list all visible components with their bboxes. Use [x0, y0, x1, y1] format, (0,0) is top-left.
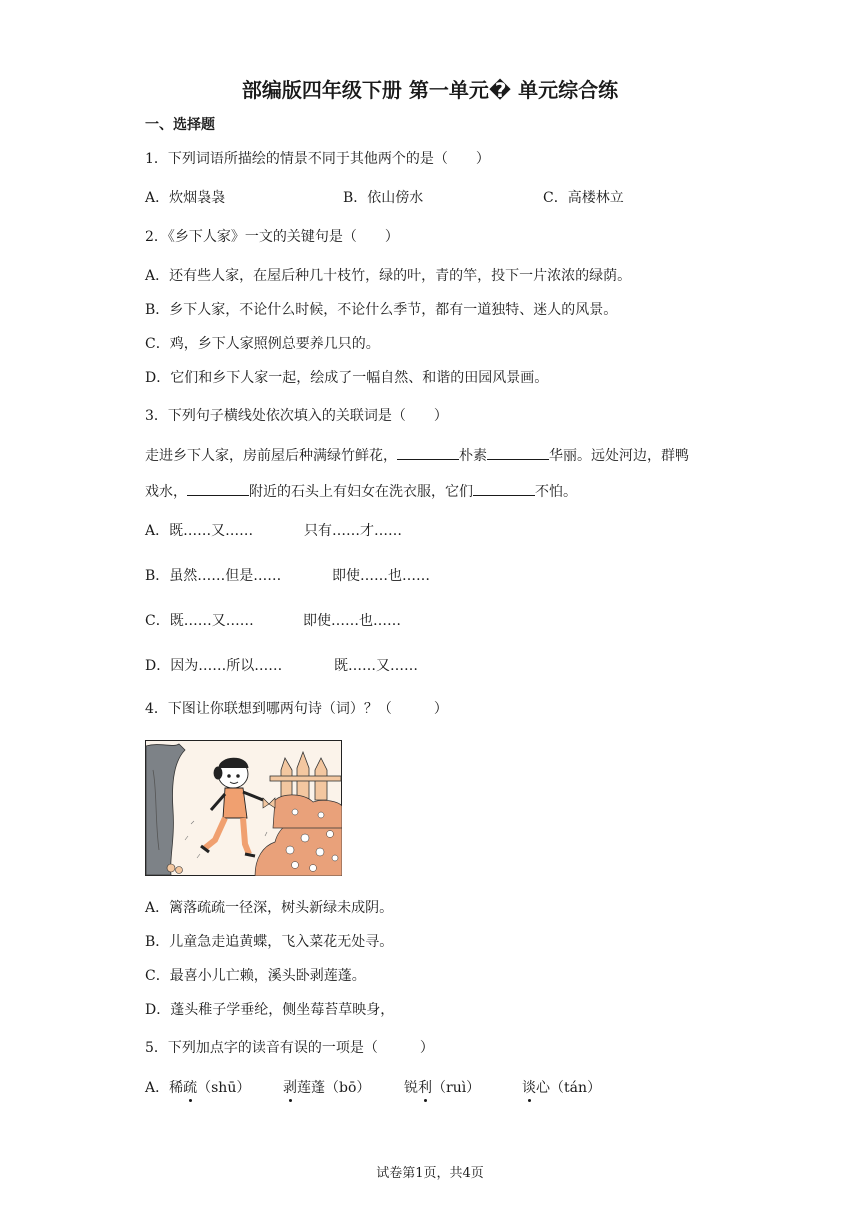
option-text: （shū）: [197, 1080, 251, 1096]
question-2-stem: 2．《乡下人家》一文的关键句是（ ）: [145, 229, 399, 245]
question-2-option-a: A．还有些人家，在屋后种几十枝竹，绿的叶，青的竿，投下一片浓浓的绿荫。: [145, 268, 632, 284]
dotted-character: 利: [418, 1077, 432, 1097]
question-3-option-a-part2: 只有……才……: [304, 523, 402, 539]
question-3-option-c-part2: 即使……也……: [303, 613, 401, 629]
question-3-passage-line-1: [145, 445, 689, 465]
passage-text: 华丽。远处河边，群鸭: [549, 448, 689, 464]
dotted-character: 疏: [183, 1077, 197, 1097]
question-1-option-a: A．炊烟袅袅: [145, 190, 226, 206]
question-5-stem: 5．下列加点字的读音有误的一项是（ ）: [145, 1040, 434, 1056]
page-footer: 试卷第1页，共4页: [376, 1166, 484, 1181]
question-5-option-d: [522, 1077, 601, 1097]
question-5-option-b: [283, 1077, 370, 1097]
question-1-option-b: B．依山傍水: [343, 190, 424, 206]
passage-text: 朴素: [459, 448, 487, 464]
question-1-option-c: C．高楼林立: [543, 190, 624, 206]
question-3-passage-line-2: [145, 481, 577, 501]
fill-blank: [487, 446, 549, 460]
question-2-option-c: C．鸡，乡下人家照例总要养几只的。: [145, 336, 380, 352]
question-4-option-b: B．儿童急走追黄蝶，飞入菜花无处寻。: [145, 934, 394, 950]
document-title: 部编版四年级下册 第一单元� 单元综合练: [241, 78, 619, 102]
passage-text: 附近的石头上有妇女在洗衣服，它们: [249, 484, 473, 500]
option-text: 心（tán）: [536, 1080, 601, 1096]
question-1-stem: 1．下列词语所描绘的情景不同于其他两个的是（ ）: [145, 151, 490, 167]
question-4-option-d: D．蓬头稚子学垂纶，侧坐莓苔草映身，: [145, 1002, 395, 1018]
question-3-option-c: C．既……又……: [145, 613, 254, 629]
child-chasing-butterfly-illustration: [145, 740, 342, 876]
question-3-option-d-part2: 既……又……: [334, 658, 418, 674]
question-5-option-c: [404, 1077, 480, 1097]
question-4-option-c: C．最喜小儿亡赖，溪头卧剥莲蓬。: [145, 968, 366, 984]
fill-blank: [473, 482, 535, 496]
question-3-option-b: B．虽然……但是……: [145, 568, 282, 584]
dotted-character: 剥: [283, 1077, 297, 1097]
question-2-option-d: D．它们和乡下人家一起，绘成了一幅自然、和谐的田园风景画。: [145, 370, 549, 386]
dotted-character: 谈: [522, 1077, 536, 1097]
option-text: （ruì）: [432, 1080, 481, 1096]
passage-text: 走进乡下人家，房前屋后种满绿竹鲜花，: [145, 448, 397, 464]
question-3-option-b-part2: 即使……也……: [332, 568, 430, 584]
question-4-stem: 4．下图让你联想到哪两句诗（词）？（ ）: [145, 701, 448, 717]
question-3-option-d: D．因为……所以……: [145, 658, 283, 674]
option-text: 锐: [404, 1080, 418, 1096]
question-4-option-a: A．篱落疏疏一径深，树头新绿未成阴。: [145, 900, 394, 916]
passage-text: 戏水，: [145, 484, 187, 500]
section-heading: 一、选择题: [145, 117, 215, 133]
fill-blank: [397, 446, 459, 460]
question-3-stem: 3．下列句子横线处依次填入的关联词是（ ）: [145, 408, 448, 424]
question-3-option-a: A．既……又……: [145, 523, 254, 539]
option-text: A．稀: [145, 1080, 184, 1096]
option-text: 莲蓬（bō）: [297, 1080, 371, 1096]
question-2-option-b: B．乡下人家，不论什么时候，不论什么季节，都有一道独特、迷人的风景。: [145, 302, 618, 318]
passage-text: 不怕。: [535, 484, 577, 500]
question-5-option-a: [145, 1077, 250, 1097]
fill-blank: [187, 482, 249, 496]
